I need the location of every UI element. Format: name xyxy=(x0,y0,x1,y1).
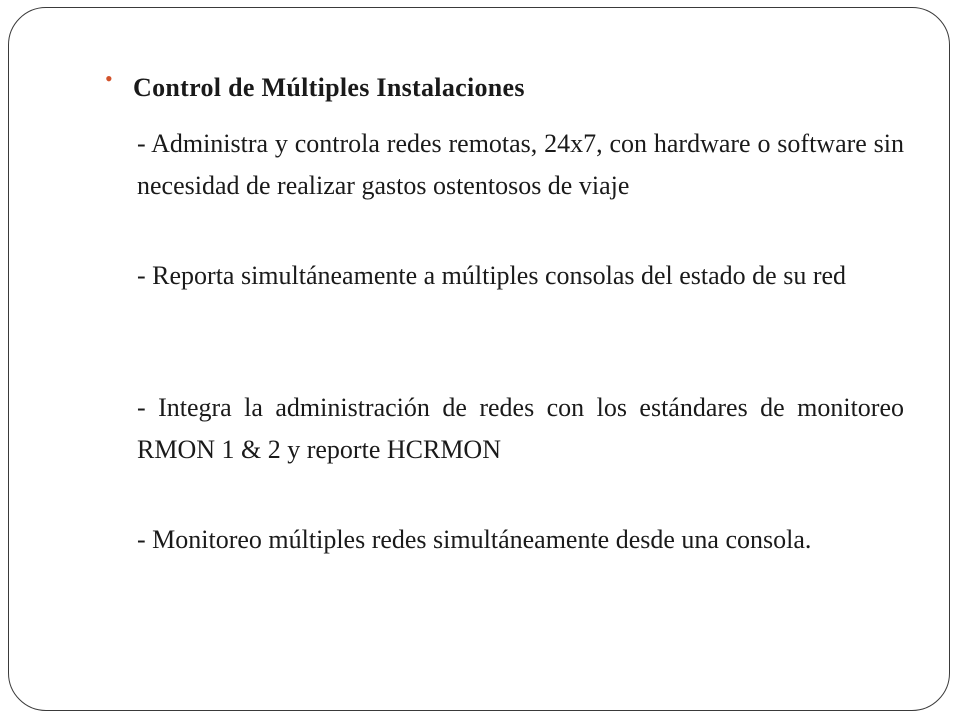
slide-heading: Control de Múltiples Instalaciones xyxy=(133,73,525,102)
paragraph-multi-network-monitoring: - Monitoreo múltiples redes simultáneamente desde una consola. xyxy=(137,525,812,554)
bullet-dot-icon: • xyxy=(105,66,113,91)
paragraph-remote-control: - Administra y controla redes remotas, 24x7, con hardware o software sin necesidad de realizar gastos ostentosos de viaje xyxy=(137,129,904,200)
paragraph-multi-console-report: - Reporta simultáneamente a múltiples consolas del estado de su red xyxy=(137,261,847,290)
paragraph-rmon-integration: - Integra la administración de redes con los estándares de monitoreo RMON 1 & 2 y reporte HCRMON xyxy=(137,393,904,464)
